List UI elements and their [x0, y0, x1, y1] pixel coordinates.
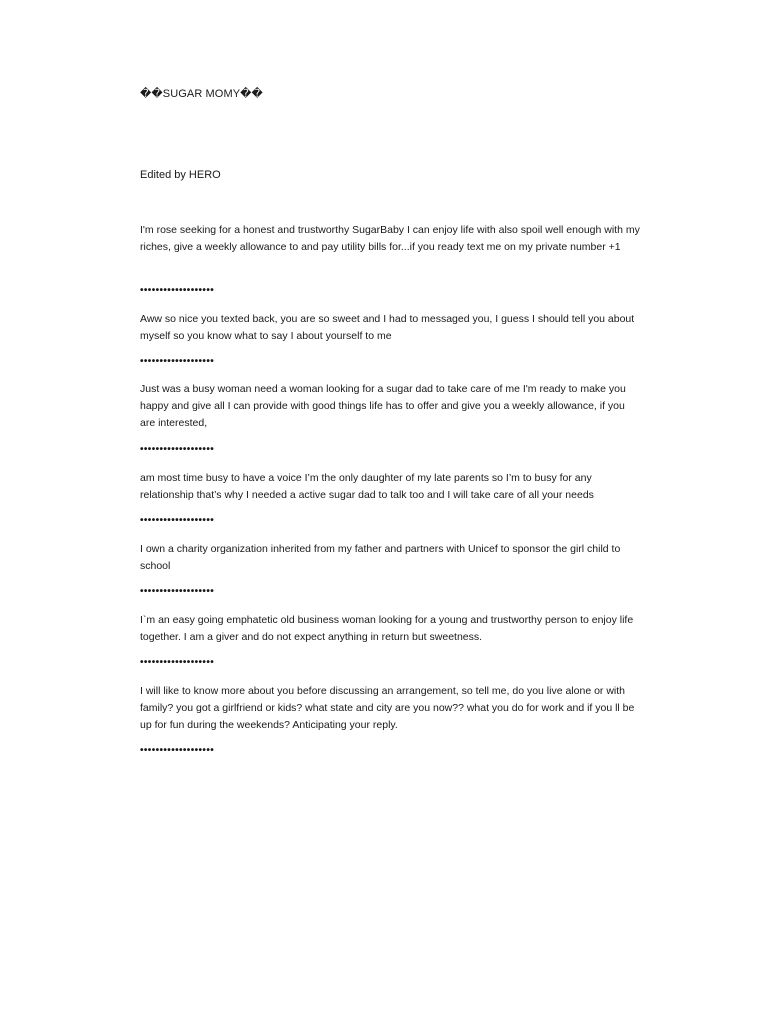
- dot-separator: •••••••••••••••••••: [140, 356, 215, 367]
- editor-credit: Edited by HERO: [140, 169, 221, 181]
- dot-separator: •••••••••••••••••••: [140, 515, 215, 526]
- paragraph-1: I'm rose seeking for a honest and trustworthy SugarBaby I can enjoy life with also spoil well enough with my riches, give a weekly allowance to and pay utility bills for...if you ready text me on my private number +1: [140, 224, 640, 253]
- paragraph-7: I will like to know more about you before discussing an arrangement, so tell me, do you live alone or with family? you got a girlfriend or kids? what state and city are you now?? what you do for work and if you ll be up for fun during the weekends? Anticipating your reply.: [140, 685, 635, 731]
- paragraph-6: I`m an easy going emphatetic old business woman looking for a young and trustworthy person to enjoy life together. I am a giver and do not expect anything in return but sweetness.: [140, 614, 634, 643]
- dot-separator: •••••••••••••••••••: [140, 657, 215, 668]
- dot-separator: •••••••••••••••••••: [140, 745, 215, 756]
- paragraph-4: am most time busy to have a voice I’m the only daughter of my late parents so I’m to busy for any relationship that’s why I needed a active sugar dad to talk too and I will take care of all your needs: [140, 472, 594, 501]
- dot-separator: •••••••••••••••••••: [140, 444, 215, 455]
- document-title: ��SUGAR MOMY��: [140, 88, 263, 100]
- dot-separator: •••••••••••••••••••: [140, 285, 215, 296]
- paragraph-2: Aww so nice you texted back, you are so sweet and I had to messaged you, I guess I should tell you about myself so you know what to say I about yourself to me: [140, 313, 635, 342]
- paragraph-5: I own a charity organization inherited from my father and partners with Unicef to sponsor the girl child to school: [140, 543, 621, 572]
- paragraph-3: Just was a busy woman need a woman looking for a sugar dad to take care of me I'm ready to make you happy and give all I can provide with good things life has to offer and give you a weekly allowance, if you are interested,: [140, 383, 626, 429]
- dot-separator: •••••••••••••••••••: [140, 586, 215, 597]
